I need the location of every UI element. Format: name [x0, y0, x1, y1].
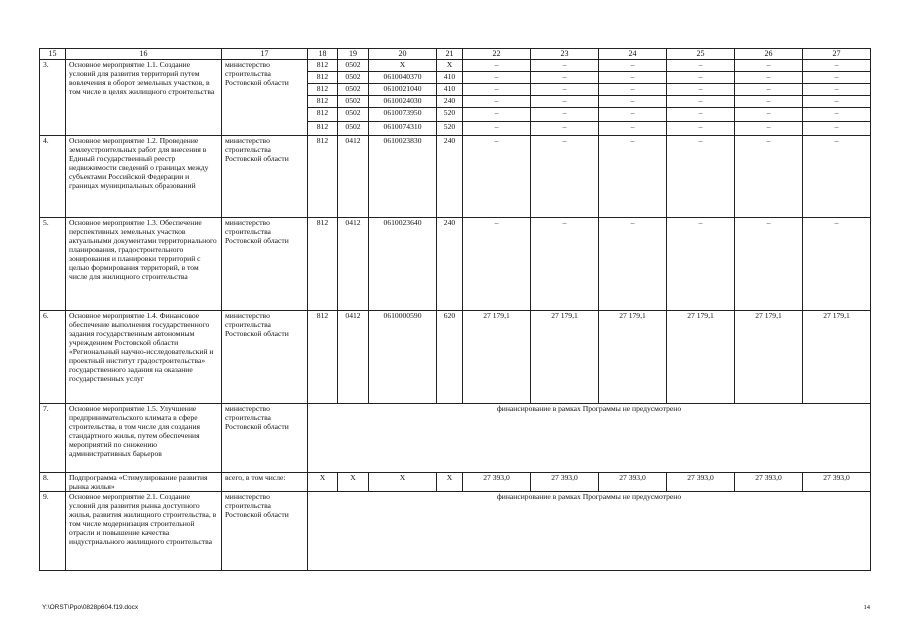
vr-cell: Х: [437, 60, 463, 72]
value-cell: –: [803, 72, 871, 84]
vr-cell: 410: [437, 72, 463, 84]
value-cell: –: [803, 218, 871, 311]
table-row: [40, 492, 871, 571]
column-header: 24: [599, 49, 667, 60]
value-cell: –: [531, 218, 599, 311]
rzpr-cell: Х: [338, 473, 369, 492]
value-cell: –: [735, 72, 803, 84]
value-cell: –: [463, 72, 531, 84]
value-cell: –: [667, 72, 735, 84]
value-cell: –: [803, 84, 871, 96]
vr-cell: 520: [437, 122, 463, 136]
table-row: [40, 218, 871, 311]
value-cell: –: [599, 122, 667, 136]
table-row: [40, 404, 871, 473]
value-cell: –: [599, 72, 667, 84]
rzpr-cell: 0412: [338, 136, 369, 218]
value-cell: –: [599, 96, 667, 108]
value-cell: –: [803, 122, 871, 136]
value-cell: 27 179,1: [463, 311, 531, 404]
grbs-cell: 812: [308, 136, 338, 218]
csr-cell: 0610023640: [369, 218, 437, 311]
vr-cell: 240: [437, 96, 463, 108]
value-cell: 27 393,0: [803, 473, 871, 492]
value-cell: –: [463, 84, 531, 96]
value-cell: –: [463, 218, 531, 311]
column-header: 22: [463, 49, 531, 60]
grbs-cell: 812: [308, 108, 338, 122]
row-description: Подпрограмма «Стимулирование развития рынка жилья»: [66, 473, 222, 492]
value-cell: –: [735, 122, 803, 136]
row-description: Основное мероприятие 1.1. Создание условий для развития территорий путем вовлечения в оборот земельных участков, в том числе в целях жилищного строительства: [66, 60, 222, 136]
page-number: 14: [863, 604, 870, 611]
row-description: Основное мероприятие 2.1. Создание условий для развития рынка доступного жилья, развития жилищного строительства, в том числе модернизация строительной отрасли и повышение качества индустриального жилищного строительства: [66, 492, 222, 571]
row-executor: всего, в том числе:: [222, 473, 308, 492]
csr-cell: 0610040370: [369, 72, 437, 84]
value-cell: –: [803, 96, 871, 108]
grbs-cell: 812: [308, 96, 338, 108]
table-row: [40, 473, 871, 492]
column-header: 15: [40, 49, 66, 60]
financing-note: финансирование в рамках Программы не предусмотрено: [308, 404, 871, 473]
column-header: 27: [803, 49, 871, 60]
row-number: 4.: [40, 136, 66, 218]
column-header: 16: [66, 49, 222, 60]
value-cell: –: [735, 108, 803, 122]
file-path: Y:\ORST\Ppo\0828p604.f19.docx: [42, 604, 139, 611]
value-cell: –: [531, 84, 599, 96]
value-cell: –: [667, 122, 735, 136]
column-header: 23: [531, 49, 599, 60]
value-cell: –: [599, 84, 667, 96]
value-cell: –: [463, 60, 531, 72]
row-description: Основное мероприятие 1.2. Проведение землеустроительных работ для внесения в Единый государственный реестр недвижимости сведений о границах между субъектами Российской Федерации и границах муниципальных образований: [66, 136, 222, 218]
value-cell: –: [531, 122, 599, 136]
csr-cell: 0610074310: [369, 122, 437, 136]
row-description: Основное мероприятие 1.4. Финансовое обеспечение выполнения государственного задания государственным автономным учреждением Ростовской области «Региональный научно-исследовательский и проектный институт градостроительства» государственного задания на оказание государственных услуг: [66, 311, 222, 404]
row-number: 6.: [40, 311, 66, 404]
csr-cell: 0610000590: [369, 311, 437, 404]
csr-cell: 0610023830: [369, 136, 437, 218]
value-cell: –: [667, 136, 735, 218]
value-cell: 27 179,1: [735, 311, 803, 404]
grbs-cell: 812: [308, 311, 338, 404]
vr-cell: 240: [437, 218, 463, 311]
row-number: 9.: [40, 492, 66, 571]
column-header: 18: [308, 49, 338, 60]
row-executor: министерство строительства Ростовской области: [222, 136, 308, 218]
value-cell: –: [531, 60, 599, 72]
grbs-cell: 812: [308, 84, 338, 96]
value-cell: –: [599, 136, 667, 218]
value-cell: 27 179,1: [531, 311, 599, 404]
value-cell: –: [531, 108, 599, 122]
value-cell: –: [803, 108, 871, 122]
budget-table: [39, 48, 871, 571]
grbs-cell: 812: [308, 122, 338, 136]
value-cell: –: [463, 122, 531, 136]
rzpr-cell: 0502: [338, 84, 369, 96]
rzpr-cell: 0502: [338, 122, 369, 136]
grbs-cell: 812: [308, 72, 338, 84]
value-cell: –: [735, 218, 803, 311]
row-executor: министерство строительства Ростовской области: [222, 492, 308, 571]
value-cell: –: [803, 60, 871, 72]
grbs-cell: 812: [308, 60, 338, 72]
row-description: Основное мероприятие 1.3. Обеспечение перспективных земельных участков актуальными документами территориального планирования, градостроительного зонирования и планировки территорий с целью формирования территорий, в том числе для жилищного строительства: [66, 218, 222, 311]
row-description: Основное мероприятие 1.5. Улучшение предпринимательского климата в сфере строительства, в том числе для создания стандартного жилья, путем обеспечения мероприятий по снижению административных барьеров: [66, 404, 222, 473]
table-row: [40, 311, 871, 404]
value-cell: 27 393,0: [463, 473, 531, 492]
rzpr-cell: 0412: [338, 218, 369, 311]
rzpr-cell: 0412: [338, 311, 369, 404]
csr-cell: 0610021040: [369, 84, 437, 96]
csr-cell: Х: [369, 60, 437, 72]
value-cell: –: [599, 218, 667, 311]
value-cell: 27 393,0: [599, 473, 667, 492]
row-executor: министерство строительства Ростовской области: [222, 311, 308, 404]
column-header: 17: [222, 49, 308, 60]
row-executor: министерство строительства Ростовской области: [222, 404, 308, 473]
value-cell: 27 179,1: [667, 311, 735, 404]
vr-cell: 410: [437, 84, 463, 96]
rzpr-cell: 0502: [338, 96, 369, 108]
vr-cell: 620: [437, 311, 463, 404]
value-cell: –: [667, 84, 735, 96]
rzpr-cell: 0502: [338, 108, 369, 122]
value-cell: 27 393,0: [735, 473, 803, 492]
row-executor: министерство строительства Ростовской области: [222, 218, 308, 311]
row-executor: министерство строительства Ростовской области: [222, 60, 308, 136]
vr-cell: 520: [437, 108, 463, 122]
value-cell: –: [667, 218, 735, 311]
value-cell: –: [531, 72, 599, 84]
column-header: 19: [338, 49, 369, 60]
csr-cell: 0610024030: [369, 96, 437, 108]
vr-cell: Х: [437, 473, 463, 492]
value-cell: –: [531, 96, 599, 108]
column-header: 20: [369, 49, 437, 60]
row-number: 7.: [40, 404, 66, 473]
grbs-cell: Х: [308, 473, 338, 492]
table-row: [40, 60, 871, 72]
value-cell: –: [803, 136, 871, 218]
row-number: 3.: [40, 60, 66, 136]
rzpr-cell: 0502: [338, 60, 369, 72]
value-cell: –: [667, 96, 735, 108]
value-cell: –: [463, 96, 531, 108]
value-cell: –: [735, 136, 803, 218]
value-cell: –: [599, 60, 667, 72]
rzpr-cell: 0502: [338, 72, 369, 84]
table-row: [40, 136, 871, 218]
row-number: 8.: [40, 473, 66, 492]
value-cell: –: [531, 136, 599, 218]
value-cell: 27 179,1: [803, 311, 871, 404]
value-cell: 27 393,0: [531, 473, 599, 492]
vr-cell: 240: [437, 136, 463, 218]
value-cell: –: [735, 96, 803, 108]
value-cell: –: [463, 136, 531, 218]
value-cell: –: [463, 108, 531, 122]
value-cell: –: [735, 84, 803, 96]
financing-note: финансирование в рамках Программы не предусмотрено: [308, 492, 871, 571]
csr-cell: 0610073950: [369, 108, 437, 122]
column-header: 26: [735, 49, 803, 60]
grbs-cell: 812: [308, 218, 338, 311]
column-header: 21: [437, 49, 463, 60]
value-cell: –: [599, 108, 667, 122]
value-cell: –: [667, 60, 735, 72]
column-header: 25: [667, 49, 735, 60]
row-number: 5.: [40, 218, 66, 311]
csr-cell: Х: [369, 473, 437, 492]
value-cell: –: [735, 60, 803, 72]
header-row: [40, 49, 871, 60]
value-cell: –: [667, 108, 735, 122]
value-cell: 27 393,0: [667, 473, 735, 492]
value-cell: 27 179,1: [599, 311, 667, 404]
